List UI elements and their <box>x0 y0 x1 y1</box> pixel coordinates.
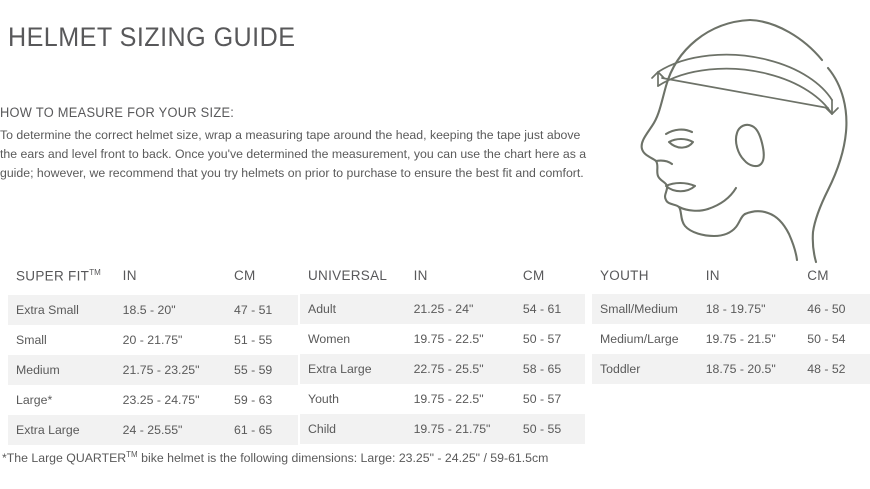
cell-cm: 48 - 52 <box>807 362 846 376</box>
cell-cm: 50 - 55 <box>522 422 562 436</box>
column-header-cm: CM <box>807 268 829 283</box>
table-row <box>300 414 585 444</box>
cell-in: 19.75 - 21.5" <box>705 332 776 346</box>
cell-cm: 50 - 57 <box>522 392 562 406</box>
column-header-cm: CM <box>522 268 545 283</box>
cell-in: 24 - 25.55" <box>122 422 183 437</box>
cell-in: 18.5 - 20" <box>122 302 176 317</box>
column-header-in: IN <box>413 268 428 283</box>
table-row <box>300 324 585 354</box>
cell-in: 18 - 19.75" <box>705 302 766 316</box>
trademark-symbol: TM <box>89 268 101 277</box>
size-table-youth <box>592 262 870 384</box>
cell-size: Small/Medium <box>600 302 678 316</box>
trademark-symbol: TM <box>126 450 138 459</box>
cell-in: 19.75 - 21.75" <box>413 422 491 436</box>
table-row <box>8 355 298 385</box>
cell-size: Youth <box>308 392 340 406</box>
table-row <box>592 354 870 384</box>
cell-size: Women <box>308 332 351 346</box>
table-row <box>592 294 870 324</box>
table-row <box>592 324 870 354</box>
footnote-lead: *The Large QUARTER <box>2 451 127 466</box>
cell-cm: 47 - 51 <box>233 302 273 317</box>
size-table-superfit <box>8 262 298 445</box>
table-row <box>300 384 585 414</box>
cell-cm: 55 - 59 <box>233 362 273 377</box>
cell-in: 22.75 - 25.5" <box>413 362 484 376</box>
cell-cm: 59 - 63 <box>233 392 273 407</box>
cell-size: Extra Large <box>308 362 372 376</box>
cell-in: 18.75 - 20.5" <box>705 362 776 376</box>
cell-in: 19.75 - 22.5" <box>413 392 484 406</box>
cell-size: Medium/Large <box>600 332 679 346</box>
page-title: HELMET SIZING GUIDE <box>8 22 296 52</box>
cell-size: Toddler <box>600 362 641 376</box>
cell-size: Adult <box>308 302 337 316</box>
column-header-cm: CM <box>233 268 256 284</box>
column-header-in: IN <box>705 268 720 283</box>
cell-cm: 50 - 57 <box>522 332 562 346</box>
cell-size: Medium <box>16 362 60 377</box>
cell-size: Large* <box>16 392 53 407</box>
table-row <box>8 385 298 415</box>
cell-size: Extra Large <box>16 422 80 437</box>
table-row <box>8 415 298 445</box>
cell-in: 21.75 - 23.25" <box>122 362 200 377</box>
cell-in: 21.25 - 24" <box>413 302 474 316</box>
table-row <box>300 294 585 324</box>
footnote <box>2 450 548 465</box>
cell-cm: 61 - 65 <box>233 422 273 437</box>
cell-in: 19.75 - 22.5" <box>413 332 484 346</box>
table-row <box>8 325 298 355</box>
table-row <box>300 354 585 384</box>
column-header-size: SUPER FIT™ <box>16 268 101 284</box>
cell-cm: 54 - 61 <box>522 302 562 316</box>
cell-cm: 51 - 55 <box>233 332 273 347</box>
cell-size: Small <box>16 332 47 347</box>
table-header-row <box>592 262 870 294</box>
cell-size: Extra Small <box>16 302 79 317</box>
size-table-universal <box>300 262 585 444</box>
cell-in: 20 - 21.75" <box>122 332 183 347</box>
head-profile-with-measuring-tape-icon <box>600 8 870 268</box>
cell-size: Child <box>308 422 337 436</box>
cell-cm: 50 - 54 <box>807 332 846 346</box>
column-header-size: YOUTH <box>600 268 649 283</box>
how-to-measure-body: To determine the correct helmet size, wrap a measuring tape around the head, keeping the tape just above the ears and level front to back. Once you've determined the measurement, you can use the chart here as a guide; however, we recommend that you try helmets on prior to purchase to ensure the best fit and comfort. <box>0 128 587 180</box>
table-row <box>8 295 298 325</box>
how-to-measure-heading: HOW TO MEASURE FOR YOUR SIZE: <box>0 105 235 120</box>
cell-cm: 46 - 50 <box>807 302 846 316</box>
footnote-rest: bike helmet is the following dimensions: Large: 23.25" - 24.25" / 59-61.5cm <box>137 451 549 466</box>
column-header-in: IN <box>122 268 137 284</box>
table-header-row <box>8 262 298 295</box>
cell-in: 23.25 - 24.75" <box>122 392 200 407</box>
table-header-row <box>300 262 585 294</box>
cell-cm: 58 - 65 <box>522 362 562 376</box>
column-header-size: UNIVERSAL <box>308 268 388 283</box>
